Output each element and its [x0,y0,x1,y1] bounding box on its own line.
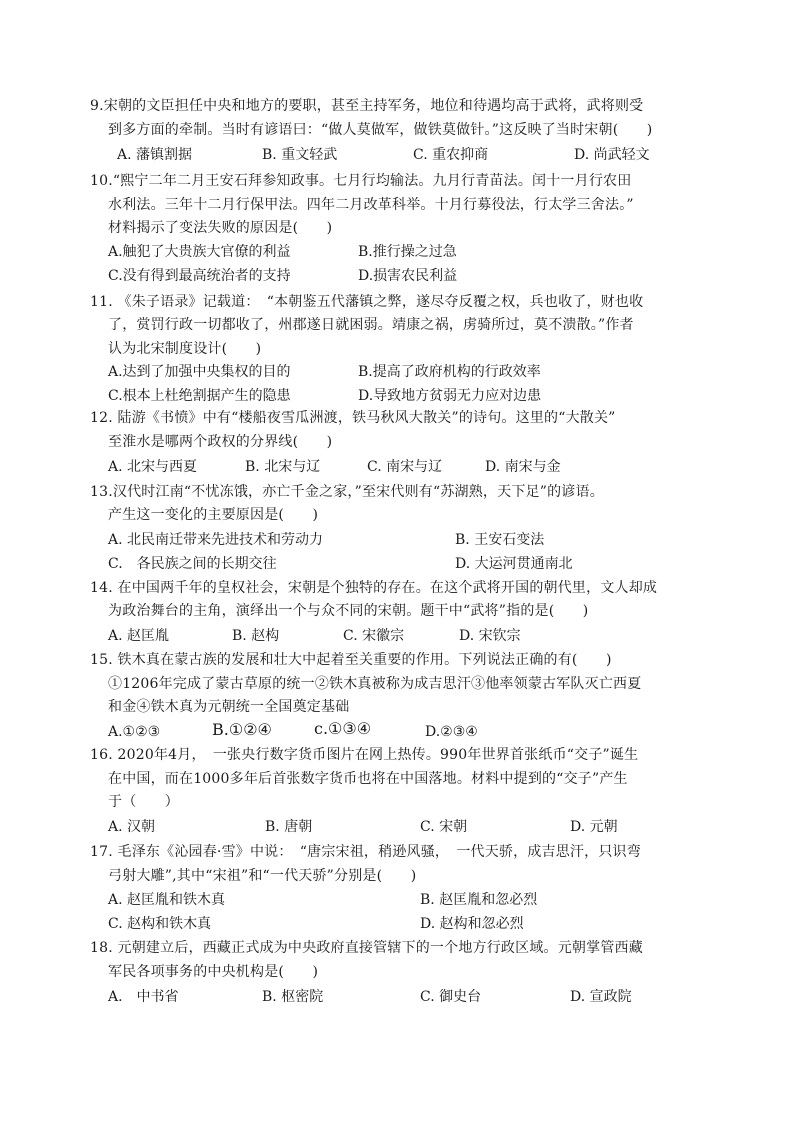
option-a: A.达到了加强中央集权的目的 [108,364,291,380]
option-c: C. 宋朝 [420,819,468,835]
option-c: C.根本上杜绝割据产生的隐患 [108,388,291,404]
option-d: D. 赵构和忽必烈 [420,916,524,932]
option-b: B. 赵构 [232,628,280,644]
option-a: A. 赵匡胤 [108,628,170,644]
option-d: D. 南宋与金 [485,459,561,475]
question-text-line: 13.汉代时江南“不忧冻饿，亦亡千金之家，”至宋代则有“苏湖熟，天下足”的谚语。 [90,484,604,500]
option-c: C. 御史台 [420,989,482,1005]
question-text-line: 12. 陆游《书愤》中有“楼船夜雪瓜洲渡，铁马秋风大散关”的诗句。这里的“大散关” [90,410,616,426]
question-text-line: 产生这一变化的主要原因是( ) [108,507,319,523]
option-a: A. 北宋与西夏 [108,459,198,475]
question-text-line: 在中国，而在1000多年后首张数字货币也将在中国落地。材料中提到的“交子”产生 [108,771,628,787]
question-text-line: 认为北宋制度设计( ) [108,341,262,357]
question-text-line: 材料揭示了变法失败的原因是( ) [108,220,333,236]
option-d: D. 宣政院 [570,989,632,1005]
question-text-line: 了，赏罚行政一切都收了，州郡遂日就困弱。靖康之祸，虏骑所过，莫不溃散。”作者 [108,317,634,333]
option-b: B.推行操之过急 [358,244,457,260]
question-text-line: 18. 元朝建立后，西藏正式成为中央政府直接管辖下的一个地方行政区域。元朝掌管西藏 [90,940,643,956]
question-text-line: 水利法。三年十二月行保甲法。四年二月改革科举。十月行募役法，行太学三舍法。” [108,197,634,213]
option-c: C. 重农抑商 [413,147,489,163]
question-text-line: 为政治舞台的主角，演绎出一个与众不同的宋朝。题干中“武将”指的是( ) [108,603,589,619]
option-b: B. 枢密院 [262,989,324,1005]
option-c: C. 各民族之间的长期交往 [108,556,277,572]
option-b: B.①②④ [212,720,272,739]
option-d: D. 宋钦宗 [459,628,521,644]
question-text-line: 至淮水是哪两个政权的分界线( ) [108,434,333,450]
option-d: D. 大运河贯通南北 [455,556,573,572]
question-text-line: 11. 《朱子语录》记载道： “本朝鉴五代藩镇之弊，遂尽夺反覆之权，兵也收了，财也收 [90,294,644,310]
option-c: C. 赵构和铁木真 [108,916,212,932]
option-b: B. 赵匡胤和忽必烈 [420,892,538,908]
option-b: B. 重文轻武 [262,147,338,163]
option-d: D. 尚武轻文 [574,147,650,163]
question-text-line: 16. 2020年4月， 一张央行数字货币图片在网上热传。990年世界首张纸币“交子”诞生 [90,747,639,763]
question-text-line: 9.宋朝的文臣担任中央和地方的要职，甚至主持军务，地位和待遇均高于武将，武将则受 [90,98,644,114]
option-c: C.没有得到最高统治者的支持 [108,268,291,284]
option-b: B.提高了政府机构的行政效率 [358,364,541,380]
option-c: C. 南宋与辽 [367,459,443,475]
question-text-line: 10.“熙宁二年二月王安石拜参知政事。七月行均输法。九月行青苗法。闰十一月行农田 [90,173,632,189]
option-d: D.导致地方贫弱无力应对边患 [358,388,542,404]
question-text-line: 和金④铁木真为元朝统一全国奠定基础 [108,699,350,715]
option-d: D. 元朝 [570,819,618,835]
option-a: A.触犯了大贵族大官僚的利益 [108,244,291,260]
question-text-line: 于（ ） [108,794,179,810]
question-text-line: 17. 毛泽东《沁园春·雪》中说： “唐宗宋祖，稍逊风骚， 一代天骄，成吉思汗，只识弯 [90,844,641,860]
question-text-line: 15. 铁木真在蒙古族的发展和壮大中起着至关重要的作用。下列说法正确的有( ) [90,652,612,668]
option-c: C. 宋徽宗 [343,628,405,644]
option-a: A. 藩镇割据 [117,147,193,163]
option-b: B. 唐朝 [265,819,313,835]
option-a: A. 汉朝 [108,819,156,835]
option-a: A.①②③ [108,724,161,740]
option-a: A. 赵匡胤和铁木真 [108,892,226,908]
question-text-line: 军民各项事务的中央机构是( ) [108,964,319,980]
question-text-line: 弓射大雕”,其中“宋祖”和“一代天骄”分别是( ) [108,868,417,884]
option-c: c.①③④ [314,719,372,738]
option-b: B. 王安石变法 [455,532,545,548]
question-text-line: 到多方面的牵制。当时有谚语曰：“做人莫做军，做铁莫做针。”这反映了当时宋朝( ) [108,122,653,138]
question-text-line: ①1206年完成了蒙古草原的统一②铁木真被称为成吉思汗③他率领蒙古军队灭亡西夏 [108,676,642,692]
option-d: D.损害农民利益 [358,268,458,284]
option-a: A. 中书省 [108,989,179,1005]
question-text-line: 14. 在中国两千年的皇权社会，宋朝是个独特的存在。在这个武将开国的朝代里，文人却成 [90,580,658,596]
option-b: B. 北宋与辽 [245,459,321,475]
option-d: D.②③④ [425,724,478,740]
option-a: A. 北民南迁带来先进技术和劳动力 [108,532,324,548]
